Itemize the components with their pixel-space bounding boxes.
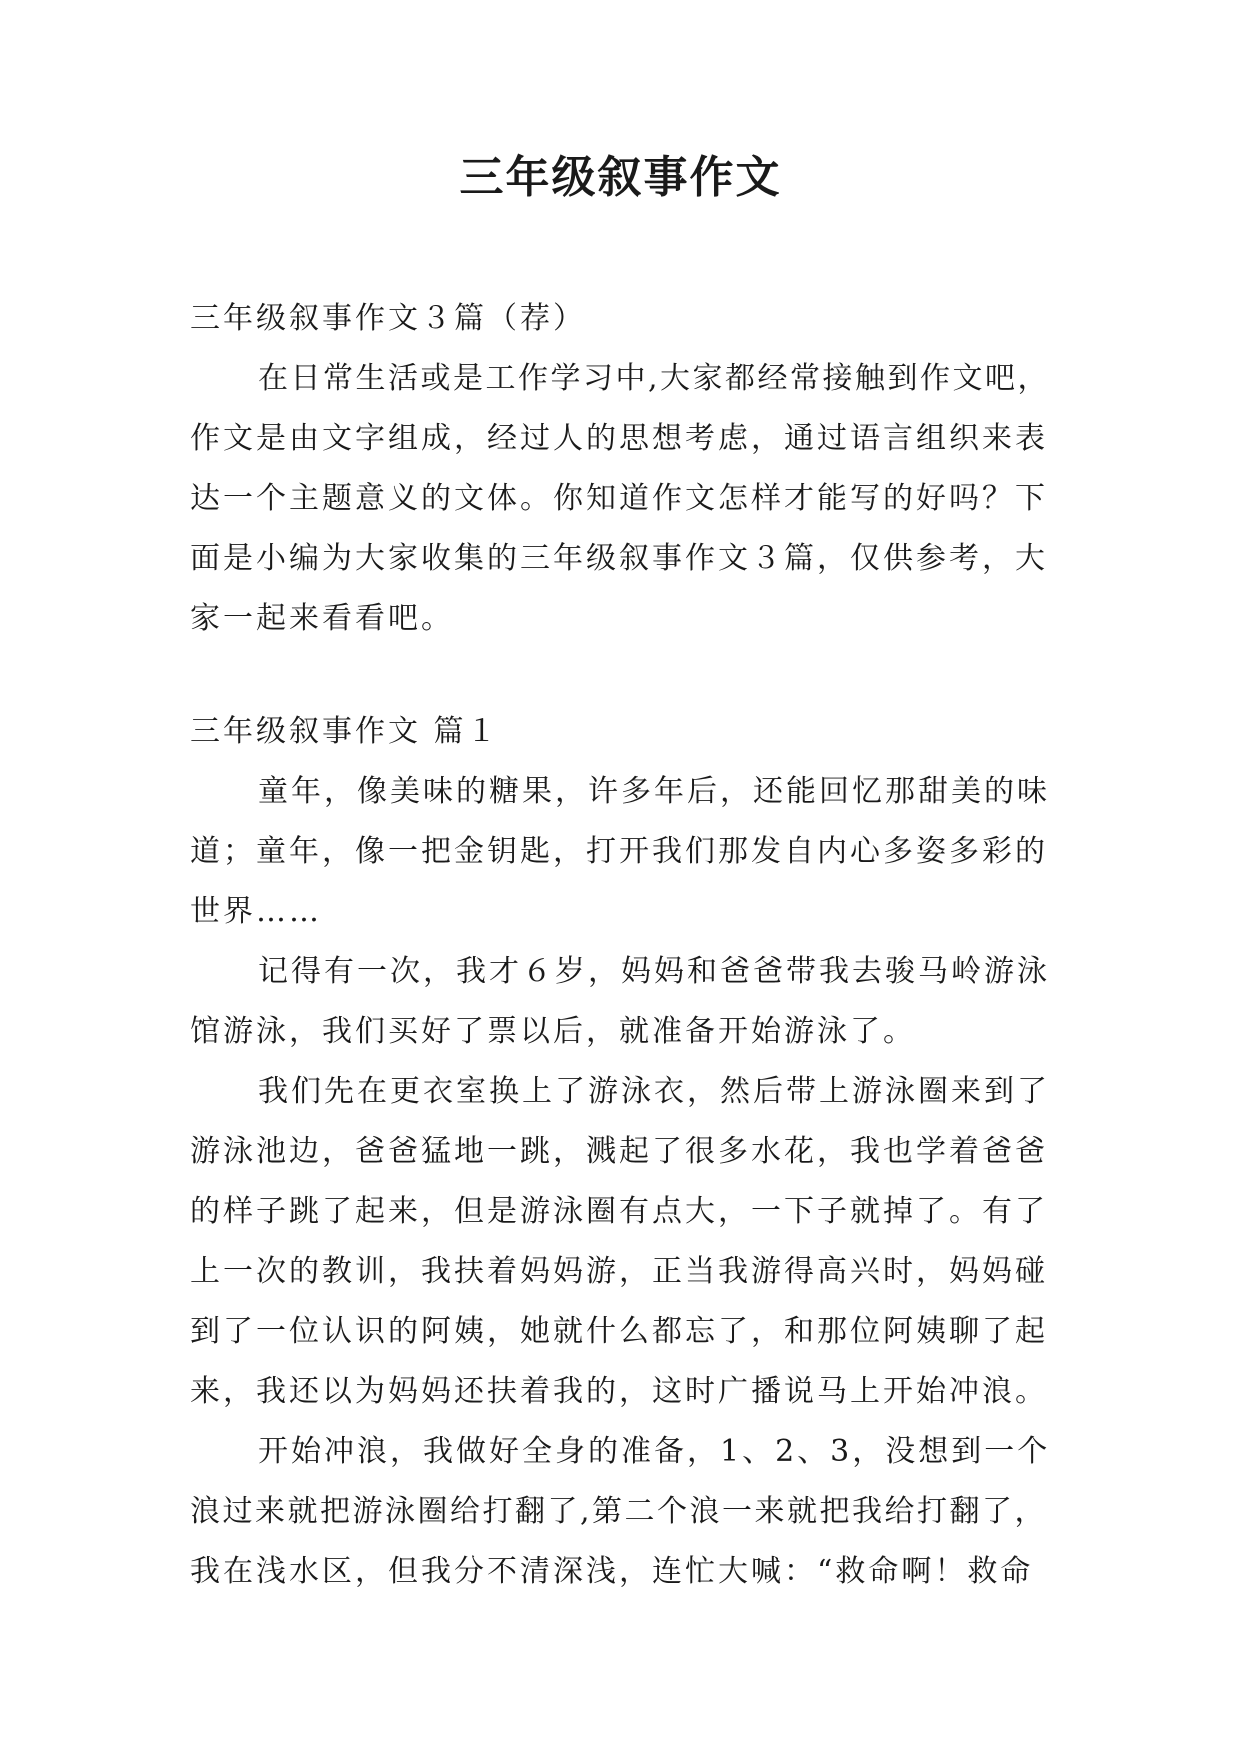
paragraph-line: 浪过来就把游泳圈给打翻了,第二个浪一来就把我给打翻了， [190, 1494, 1048, 1529]
section-spacer [190, 649, 1060, 702]
intro-paragraph [190, 349, 1060, 649]
paragraph-line: 在日常生活或是工作学习中,大家都经常接触到作文吧， [258, 361, 1051, 396]
paragraph-line: 作文是由文字组成，经过人的思想考虑，通过语言组织来表 [190, 421, 1048, 456]
paragraph-3 [190, 1062, 1060, 1422]
paragraph-4 [190, 1422, 1060, 1602]
paragraph-line: 家一起来看看吧。 [190, 601, 454, 636]
subtitle: 三年级叙事作文３篇（荐） [190, 301, 586, 336]
paragraph-line: 来，我还以为妈妈还扶着我的，这时广播说马上开始冲浪。 [190, 1374, 1048, 1409]
paragraph-line: 记得有一次，我才６岁，妈妈和爸爸带我去骏马岭游泳 [258, 954, 1050, 989]
paragraph-line: 游泳池边，爸爸猛地一跳，溅起了很多水花，我也学着爸爸 [190, 1134, 1048, 1169]
paragraph-line: 世界…… [190, 894, 322, 929]
paragraph-line: 我在浅水区，但我分不清深浅，连忙大喊：“救命啊！救命 [190, 1554, 1034, 1589]
document-body [190, 289, 1060, 1602]
paragraph-line: 达一个主题意义的文体。你知道作文怎样才能写的好吗？下 [190, 481, 1048, 516]
paragraph-line: 道；童年，像一把金钥匙，打开我们那发自内心多姿多彩的 [190, 834, 1048, 869]
section-heading: 三年级叙事作文 篇１ [190, 714, 500, 749]
paragraph-line: 到了一位认识的阿姨，她就什么都忘了，和那位阿姨聊了起 [190, 1314, 1048, 1349]
paragraph-line: 上一次的教训，我扶着妈妈游，正当我游得高兴时，妈妈碰 [190, 1254, 1048, 1289]
paragraph-2 [190, 942, 1060, 1062]
paragraph-line: 的样子跳了起来，但是游泳圈有点大，一下子就掉了。有了 [190, 1194, 1048, 1229]
paragraph-line: 童年，像美味的糖果，许多年后，还能回忆那甜美的味 [258, 774, 1050, 809]
document-title: 三年级叙事作文 [459, 152, 782, 203]
paragraph-line: 面是小编为大家收集的三年级叙事作文３篇，仅供参考，大 [190, 541, 1048, 576]
paragraph-1 [190, 762, 1060, 942]
paragraph-line: 开始冲浪，我做好全身的准备，1、2、3，没想到一个 [258, 1434, 1051, 1469]
paragraph-line: 我们先在更衣室换上了游泳衣，然后带上游泳圈来到了 [258, 1074, 1050, 1109]
paragraph-line: 馆游泳，我们买好了票以后，就准备开始游泳了。 [190, 1014, 916, 1049]
